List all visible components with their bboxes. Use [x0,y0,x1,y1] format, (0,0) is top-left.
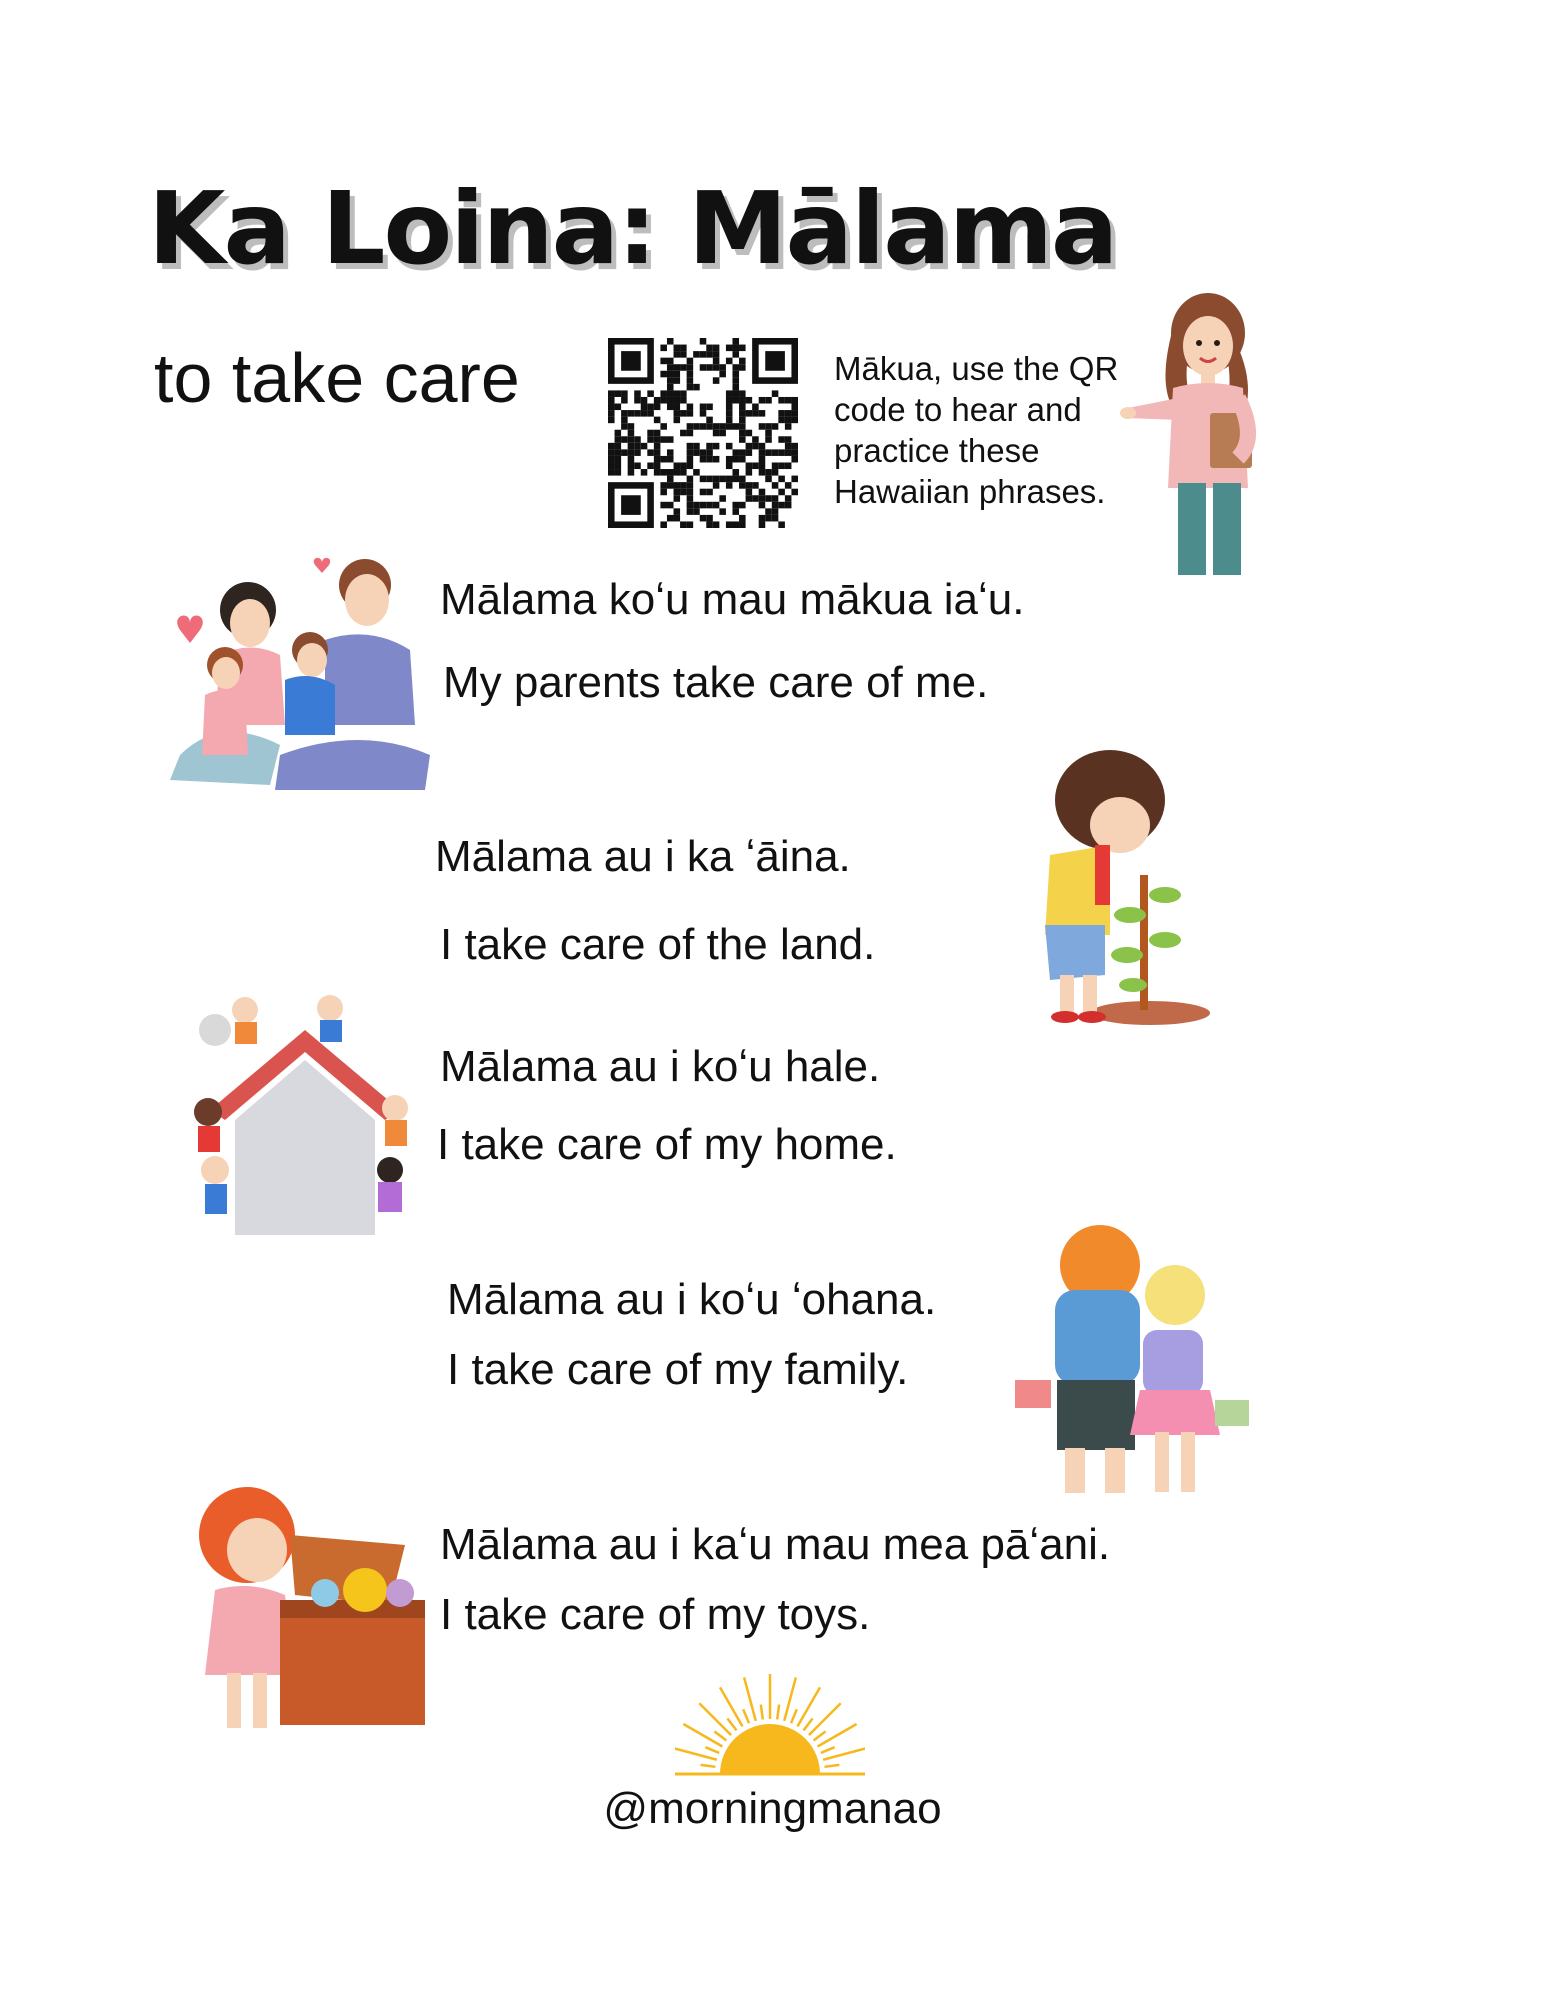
teacher-icon [1118,288,1308,578]
siblings-walking-icon [1015,1220,1260,1510]
phrase-english-2: I take care of the land. [440,920,876,969]
sunrise-icon [675,1668,865,1776]
family-icon [160,555,445,795]
phrase-english-5: I take care of my toys. [440,1590,871,1639]
qr-code[interactable] [608,338,798,528]
page-subtitle: to take care [154,339,520,417]
phrase-english-1: My parents take care of me. [443,658,989,707]
boy-planting-icon [1015,745,1210,1035]
qr-instructions: Mākua, use the QR code to hear and practice these Hawaiian phrases. [834,350,1119,510]
toy-box-icon [175,1475,435,1740]
phrase-english-4: I take care of my family. [447,1345,909,1394]
page-title: Ka Loina: Mālama [148,170,1117,287]
phrase-hawaiian-3: Mālama au i koʻu hale. [440,1042,881,1091]
phrase-english-3: I take care of my home. [437,1120,897,1169]
footer-handle: @morningmanao [603,1784,942,1833]
phrase-hawaiian-1: Mālama koʻu mau mākua iaʻu. [440,575,1025,624]
house-cleaning-icon [180,990,430,1245]
phrase-hawaiian-2: Mālama au i ka ʻāina. [435,832,851,881]
phrase-hawaiian-4: Mālama au i koʻu ʻohana. [447,1275,937,1324]
phrase-hawaiian-5: Mālama au i kaʻu mau mea pāʻani. [440,1520,1111,1569]
